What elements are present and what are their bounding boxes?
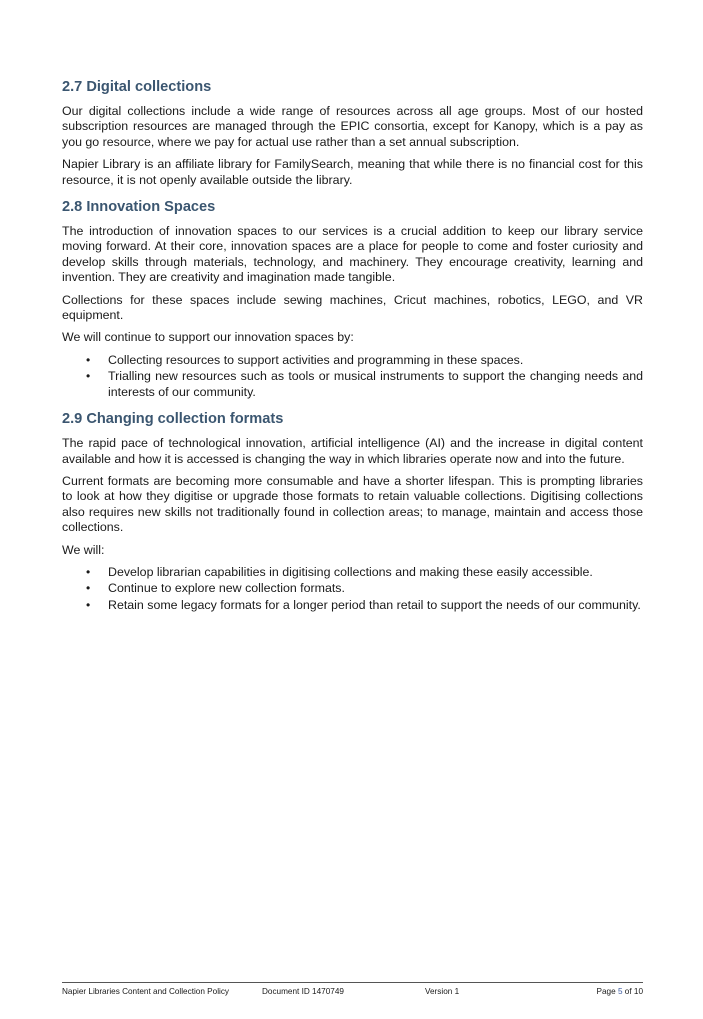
- list-item: [62, 369, 643, 400]
- bullet-icon: •: [86, 564, 91, 579]
- list-item: [62, 581, 643, 596]
- paragraph: The rapid pace of technological innovation, artificial intelligence (AI) and the increase in digital content available and how it is accessed is changing the way in which libraries operate now and into the future.: [62, 436, 643, 466]
- current-page: 5: [617, 987, 623, 996]
- paragraph: Collections for these spaces include sewing machines, Cricut machines, robotics, LEGO, and VR equipment.: [62, 292, 643, 323]
- section-changing-collection-formats: [62, 410, 643, 613]
- document-body: [62, 78, 643, 623]
- section-heading: 2.9 Changing collection formats: [62, 411, 284, 428]
- list-item: [62, 598, 643, 613]
- paragraph: Our digital collections include a wide range of resources across all age groups. Most of our hosted subscription resources are managed through the EPIC consortia, except for Kanopy, which is a pay as you go resource, where we pay for actual use rather than a set annual subscription.: [62, 104, 643, 149]
- bullet-icon: •: [86, 581, 91, 596]
- bullet-list: [62, 353, 643, 400]
- list-item-text: Retain some legacy formats for a longer period than retail to support the needs of our community.: [108, 597, 641, 612]
- footer-document-id: Document ID 1470749: [262, 987, 344, 996]
- list-item-text: Develop librarian capabilities in digitising collections and making these easily accessible.: [108, 564, 593, 579]
- footer-version: Version 1: [425, 987, 460, 996]
- paragraph: Napier Library is an affiliate library for FamilySearch, meaning that while there is no financial cost for this resource, it is not openly available outside the library.: [62, 157, 643, 187]
- section-heading: 2.7 Digital collections: [62, 79, 212, 95]
- section-digital-collections: [62, 78, 643, 188]
- paragraph: Current formats are becoming more consumable and have a shorter lifespan. This is prompting libraries to look at how they digitise or upgrade those formats to retain valuable collections. Digitising collections also requires new skills not traditionally found in collection areas; to manage, maintain and access those collections.: [62, 473, 643, 535]
- list-item: [62, 565, 643, 580]
- bullet-icon: •: [86, 369, 91, 384]
- bullet-list: [62, 565, 643, 613]
- bullet-icon: •: [86, 352, 91, 367]
- section-innovation-spaces: [62, 198, 643, 400]
- footer-page-number: Page 5 of 10: [596, 987, 643, 996]
- paragraph: We will:: [62, 542, 105, 557]
- footer-policy-title: Napier Libraries Content and Collection Policy: [62, 987, 230, 996]
- paragraph: We will continue to support our innovation spaces by:: [62, 330, 354, 345]
- section-heading: 2.8 Innovation Spaces: [62, 199, 216, 216]
- bullet-icon: •: [86, 597, 91, 612]
- page-footer: [62, 982, 643, 996]
- list-item-text: Continue to explore new collection formats.: [108, 581, 345, 596]
- list-item-text: Collecting resources to support activities and programming in these spaces.: [108, 352, 524, 367]
- paragraph: The introduction of innovation spaces to our services is a crucial addition to keep our library service moving forward. At their core, innovation spaces are a place for people to come and foster curiosity and develop skills through materials, technology, and machinery. They encourage creativity, learning and invention. They are creativity and imagination made tangible.: [62, 224, 643, 285]
- list-item-text: Trialling new resources such as tools or musical instruments to support the changing needs and interests of our community.: [108, 369, 643, 399]
- list-item: [62, 353, 643, 368]
